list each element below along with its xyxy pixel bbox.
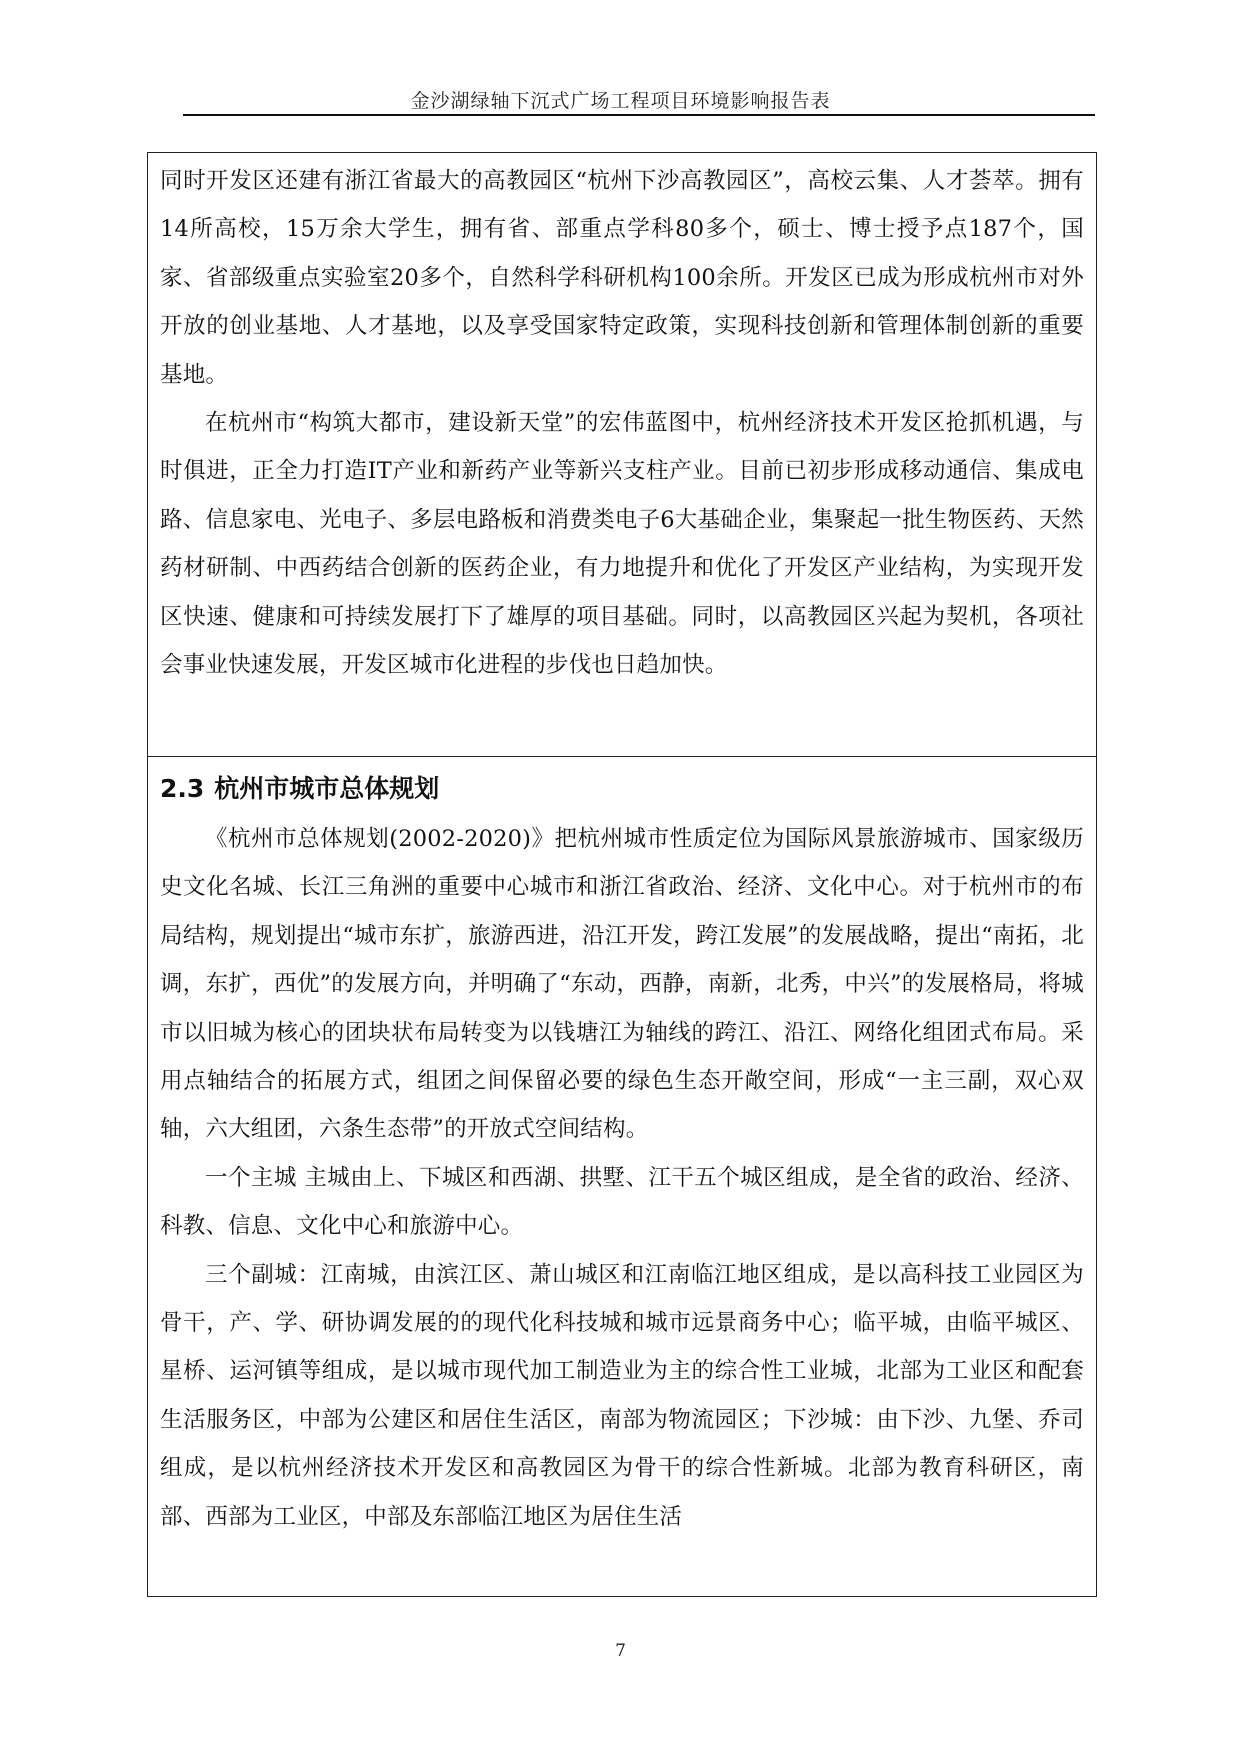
paragraph: 一个主城 主城由上、下城区和西湖、拱墅、江干五个城区组成，是全省的政治、经济、科教、信息、文化中心和旅游中心。	[160, 1164, 1084, 1240]
header-rule	[183, 114, 1095, 116]
cell-divider	[148, 756, 1096, 757]
report-table-frame	[147, 152, 1097, 1597]
section-title: 杭州市城市总体规划	[214, 774, 440, 803]
section-heading	[160, 763, 1084, 815]
page-number: 7	[615, 1641, 626, 1661]
paragraph-continued: 同时开发区还建有浙江省最大的高教园区“杭州下沙高教园区”，高校云集、人才荟萃。拥有14所高校，15万余大学生，拥有省、部重点学科80多个，硕士、博士授予点187个，国家、省部级重点实验室20多个，自然科学科研机构100余所。开发区已成为形成杭州市对外开放的创业基地、人才基地，以及享受国家特定政策，实现科技创新和管理体制创新的重要基地。	[160, 168, 1084, 388]
top-cell	[160, 157, 1084, 689]
section-number: 2.3	[160, 774, 205, 803]
paragraph: 三个副城：江南城，由滨江区、萧山城区和江南临江地区组成，是以高科技工业园区为骨干，产、学、研协调发展的的现代化科技城和城市远景商务中心；临平城，由临平城区、星桥、运河镇等组成，是以城市现代加工制造业为主的综合性工业城，北部为工业区和配套生活服务区，中部为公建区和居住生活区，南部为物流园区；下沙城：由下沙、九堡、乔司组成，是以杭州经济技术开发区和高教园区为骨干的综合性新城。北部为教育科研区，南部、西部为工业区，中部及东部临江地区为居住生活	[160, 1261, 1084, 1530]
paragraph: 《杭州市总体规划(2002-2020)》把杭州城市性质定位为国际风景旅游城市、国家级历史文化名城、长江三角洲的重要中心城市和浙江省政治、经济、文化中心。对于杭州市的布局结构，规划提出“城市东扩，旅游西进，沿江开发，跨江发展”的发展战略，提出“南拓，北调，东扩，西优”的发展方向，并明确了“东动，西静，南新，北秀，中兴”的发展格局，将城市以旧城为核心的团块状布局转变为以钱塘江为轴线的跨江、沿江、网络化组团式布局。采用点轴结合的拓展方式，组团之间保留必要的绿色生态开敞空间，形成“一主三副，双心双轴，六大组团，六条生态带”的开放式空间结构。	[160, 826, 1084, 1143]
section-2-3-cell	[160, 763, 1084, 1541]
running-header-title: 金沙湖绿轴下沉式广场工程项目环境影响报告表	[410, 90, 831, 112]
paragraph: 在杭州市“构筑大都市，建设新天堂”的宏伟蓝图中，杭州经济技术开发区抢抓机遇，与时俱进，正全力打造IT产业和新药产业等新兴支柱产业。目前已初步形成移动通信、集成电路、信息家电、光电子、多层电路板和消费类电子6大基础企业，集聚起一批生物医药、天然药材研制、中西药结合创新的医药企业，有力地提升和优化了开发区产业结构，为实现开发区快速、健康和可持续发展打下了雄厚的项目基础。同时，以高教园区兴起为契机，各项社会事业快速发展，开发区城市化进程的步伐也日趋加快。	[160, 410, 1084, 679]
